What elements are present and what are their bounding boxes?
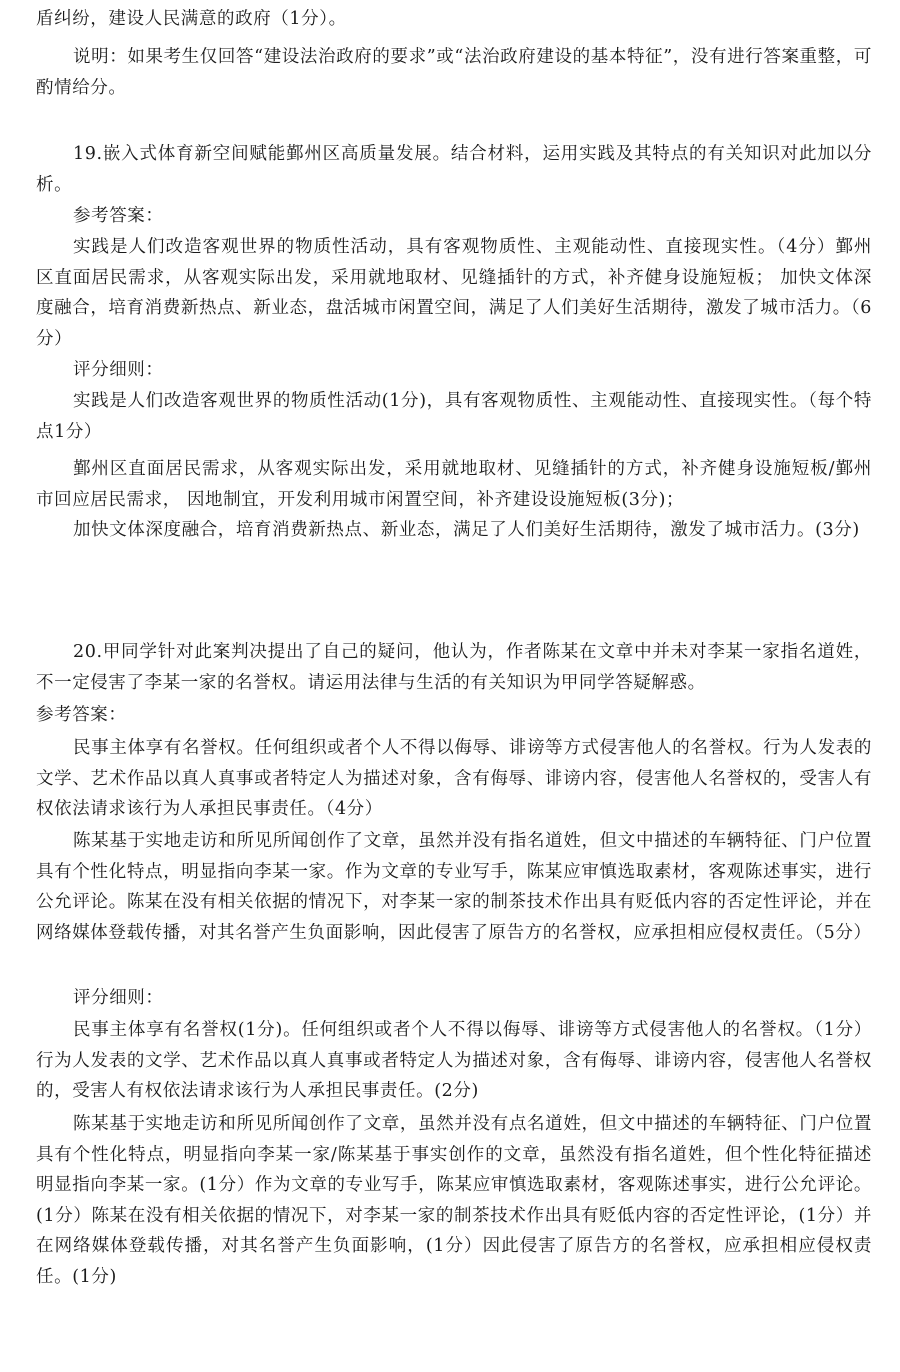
q20-answer-paragraph: 民事主体享有名誉权。任何组织或者个人不得以侮辱、诽谤等方式侵害他人的名誉权。行为人发表的文学、艺术作品以真人真事或者特定人为描述对象，含有侮辱、诽谤内容，侵害他人名誉权的，受害人有权依法请求该行为人承担民事责任。（4分） <box>36 738 872 820</box>
q19-rubric-item: 鄞州区直面居民需求，从客观实际出发，采用就地取材、见缝插针的方式，补齐健身设施短板/鄞州市回应居民需求， 因地制宜，开发利用城市闲置空间，补齐建设设施短板(3分)； <box>36 459 872 510</box>
q19-rubric-label: 评分细则： <box>73 360 164 380</box>
q20-rubric-label: 评分细则： <box>73 988 164 1008</box>
q19-answer: 实践是人们改造客观世界的物质性活动，具有客观物质性、主观能动性、直接现实性。（4分）鄞州区直面居民需求，从客观实际出发，采用就地取材、见缝插针的方式，补齐健身设施短板； 加快文体深度融合，培育消费新热点、新业态，盘活城市闲置空间，满足了人们美好生活期待，激发了城市活力。（6分） <box>36 237 872 349</box>
section18-tail: 盾纠纷，建设人民满意的政府（1分）。 <box>36 9 347 29</box>
q19-rubric-item: 实践是人们改造客观世界的物质性活动(1分)，具有客观物质性、主观能动性、直接现实性。（每个特点1分） <box>36 391 872 442</box>
q20-question: 20.甲同学针对此案判决提出了自己的疑问，他认为，作者陈某在文章中并未对李某一家指名道姓，不一定侵害了李某一家的名誉权。请运用法律与生活的有关知识为甲同学答疑解惑。 <box>36 642 872 693</box>
q19-rubric-item: 加快文体深度融合，培育消费新热点、新业态，满足了人们美好生活期待，激发了城市活力。(3分) <box>73 520 860 540</box>
q20-rubric-item: 民事主体享有名誉权(1分)。任何组织或者个人不得以侮辱、诽谤等方式侵害他人的名誉权。（1分）行为人发表的文学、艺术作品以真人真事或者特定人为描述对象，含有侮辱、诽谤内容，侵害他人名誉权的，受害人有权依法请求该行为人承担民事责任。(2分) <box>36 1020 872 1102</box>
q20-answer-paragraph: 陈某基于实地走访和所见所闻创作了文章，虽然并没有指名道姓，但文中描述的车辆特征、门户位置具有个性化特点，明显指向李某一家。作为文章的专业写手，陈某应审慎选取素材，客观陈述事实，进行公允评论。陈某在没有相关依据的情况下，对李某一家的制茶技术作出具有贬低内容的否定性评论，并在网络媒体登载传播，对其名誉产生负面影响，因此侵害了原告方的名誉权，应承担相应侵权责任。（5分） <box>36 831 872 943</box>
q20-rubric-item: 陈某基于实地走访和所见所闻创作了文章，虽然并没有点名道姓，但文中描述的车辆特征、门户位置具有个性化特点，明显指向李某一家/陈某基于事实创作的文章，虽然没有指名道姓，但个性化特征描述明显指向李某一家。(1分）作为文章的专业写手，陈某应审慎选取素材，客观陈述事实，进行公允评论。(1分）陈某在没有相关依据的情况下，对李某一家的制茶技术作出具有贬低内容的否定性评论，(1分）并在网络媒体登载传播，对其名誉产生负面影响，(1分）因此侵害了原告方的名誉权，应承担相应侵权责任。(1分) <box>36 1114 872 1287</box>
q19-answer-label: 参考答案： <box>73 206 164 226</box>
section18-note: 说明：如果考生仅回答“建设法治政府的要求”或“法治政府建设的基本特征”，没有进行答案重整，可酌情给分。 <box>36 47 872 98</box>
q20-answer-label: 参考答案： <box>36 705 127 725</box>
q19-question: 19.嵌入式体育新空间赋能鄞州区高质量发展。结合材料，运用实践及其特点的有关知识对此加以分析。 <box>36 144 872 195</box>
